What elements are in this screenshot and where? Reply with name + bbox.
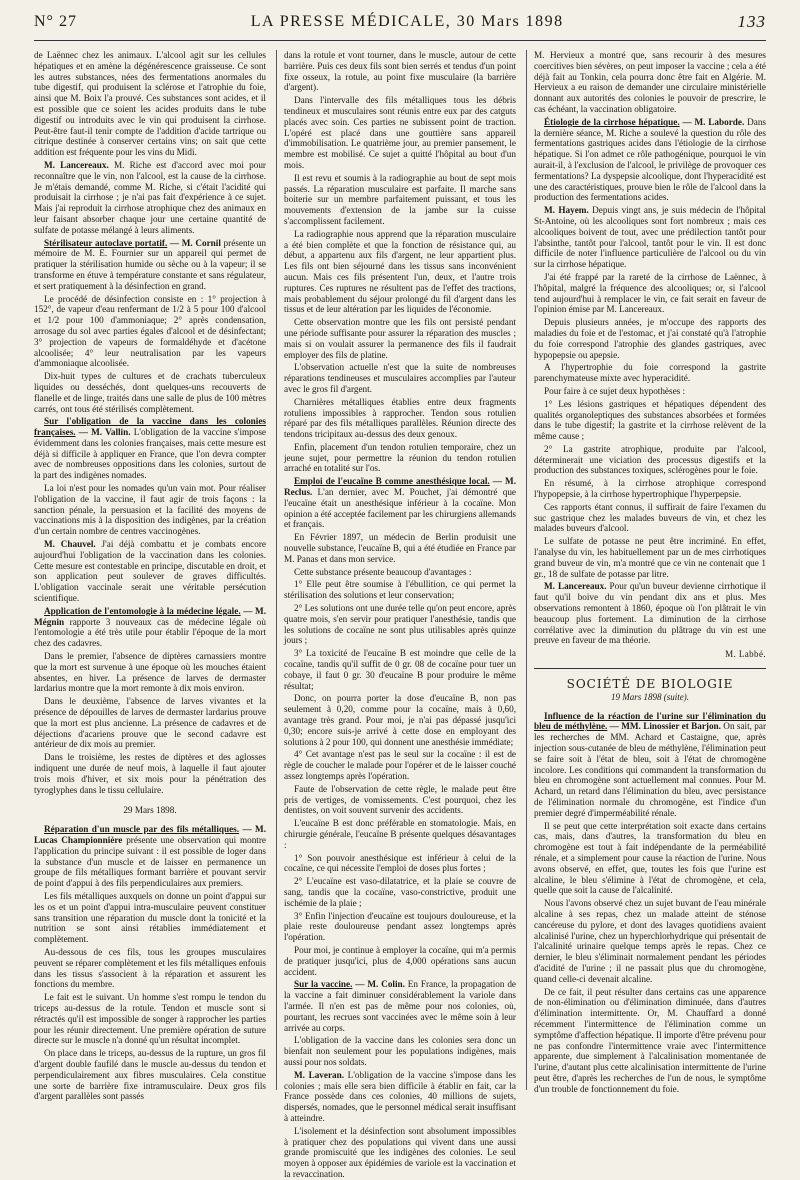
paragraph	[534, 581, 766, 646]
paragraph: Dans le premier, l'absence de diptères carnassiers montre que la mort est survenue à une époque où les mouches étaient absentes, en hiver. La présence de larves de dermaster lardarius montre que la mort remonte à dix mois environ.	[34, 651, 266, 694]
paragraph: Cette substance présente beaucoup d'avantages :	[294, 566, 472, 577]
paragraph	[34, 160, 266, 236]
paragraph: En résumé, à la cirrhose atrophique correspond l'hypopepsie, à la cirrhose hypertrophique l'hyperpepsie.	[534, 478, 766, 500]
page-number: 133	[737, 12, 766, 31]
paragraph: Pour faire à ce sujet deux hypothèses :	[544, 385, 686, 396]
paragraph: A l'hypertrophie du foie correspond la gastrite parenchymateuse mixte avec hyperacidité.	[534, 362, 766, 384]
paragraph: Au-dessous de ces fils, tous les groupes musculaires peuvent se réparer complètement et les fils métalliques enfouis dans les tissus s'associent à la réparation et assurent les fonctions du membre.	[34, 946, 266, 990]
paragraph	[534, 205, 766, 270]
speaker: — M. Reclus.	[284, 476, 516, 498]
column-2	[284, 50, 516, 1179]
paragraph-text: présente une observation qui montre l'application du principe suivant : il est possible de loger dans la substance d'un muscle et de laisser en permanence un groupe de fils métalliques formant barrière et pouvant servir de point d'appui à des fils perpendiculaires aux premiers.	[34, 834, 266, 889]
paragraph: 3° Enfin l'injection d'eucaïne est toujours douloureuse, et la plaie reste douloureuse pendant assez longtemps après l'opération.	[284, 910, 516, 943]
paragraph: J'ai été frappé par la rareté de la cirrhose de Laënnec, à l'hôpital, malgré la fréquence des alcooliques; or, si l'alcool tend aujourd'hui à remplacer le vin, ce fait serait en faveur de l'opinion émise par M. Lancereaux.	[534, 271, 766, 315]
paragraph-text: présente un mémoire de M. E. Fournier sur un appareil qui permet de pratiquer la stérilisation humide ou sèche ou à la vapeur; il se transforme en étuve à température constante et sans régulateur, et sert pratiquement à la désinfection en grand.	[34, 237, 267, 291]
signature: M. Labbé.	[725, 649, 766, 660]
paragraph: Dans le troisième, les restes de diptères et des aglosses indiquent une durée de neuf mois, à laquelle il faut ajouter trois mois d'hiver, et six mois pour la pénétration des tyroglyphes dans le tissu cellulaire.	[34, 752, 266, 795]
paragraph: On place dans le triceps, au-dessus de la rupture, un gros fil d'argent double faufilé dans le muscle au-dessus du tendon et perpendiculairement aux fibres musculaires. Cela constitue une sorte de barrière fixe intramusculaire. Deux gros fils d'argent parallèles sont passés	[34, 1048, 266, 1102]
paragraph-text: L'an dernier, avec M. Pouchet, j'ai démontré que l'eucaïne était un anesthésique inférieur à la cocaïne. Mon opinion a été acceptée facilement par les chirurgiens allemands et français.	[284, 487, 516, 530]
speaker: M. Chauvel.	[44, 539, 96, 550]
paragraph: En Février 1897, un médecin de Berlin produisit une nouvelle substance, l'eucaïne B, qui a été étudiée en France par M. Panas et dans mon service.	[284, 532, 516, 564]
paragraph: M. Hervieux a montré que, sans recourir à des mesures coercitives bien sévères, on peut imposer la vaccine ; cela a été déjà fait au Tonkin, cela pourra donc être fait en Algérie. M. Hervieux a eu raison de demander une circulaire ministérielle donnant aux autorités des colonies le pouvoir de prescrire, le cas échéant, la vaccination obligatoire.	[534, 50, 766, 114]
paragraph-text: Dans la dernière séance, M. Riche a soulevé la question du rôle des fermentations gastriques acides dans l'étiologie de la cirrhose hépatique. Si l'on admet ce rôle pathogénique, pourquoi le vin aurait-il, à l'exclusion de l'alcool, le privilège de provoquer ces fermentations? La dyspepsie alcoolique, dont l'hyperacidité est une des caractéristiques, prouve bien le rôle de l'alcool dans la production des fermentations acides.	[534, 116, 766, 203]
paragraph: De ce fait, il peut résulter dans certains cas une apparence de non-élimination ou d'élimination diminuée, dans d'autres d'élimination intermittente. Or, M. Chauffard a donné récemment l'intermittence de l'élimination comme un symptôme d'affection hépatique. Il importe d'être prévenu pour ne pas confondre l'intermittence vraie avec l'intermittence apparente, due simplement à l'alcalinisation momentanée de l'urine, d'autant plus cette alcalinisation intermittente de l'urine peut être, d'après les recherches de l'un de nous, le symptôme d'un trouble de fonctionnement du foie.	[534, 986, 766, 1094]
paragraph: Pour moi, je continue à employer la cocaïne, qui m'a permis de pratiquer jusqu'ici, plus de 4,000 opérations sans aucun accident.	[284, 944, 516, 977]
speaker: — M. Lucas Championnière	[34, 824, 266, 845]
paragraph-text: L'obligation de la vaccine s'impose évidemment dans les colonies françaises, mais cette mesure est déjà si difficile à appliquer en France, que l'on devra compter avec de nombreuses oppositions dans les colonies, surtout de la part des indigènes nomades.	[34, 427, 266, 481]
speaker: — M. Laborde.	[679, 116, 745, 127]
paragraph: L'observation actuelle n'est que la suite de nombreuses réparations tendineuses et musculaires accomplies par l'auteur avec le gros fil d'argent.	[284, 362, 516, 394]
speaker: — M. Mégnin	[34, 605, 267, 627]
article-heading: Influence de la réaction de l'urine sur l'élimination du bleu de méthylène.	[534, 710, 766, 732]
paragraph: La loi n'est pour les nomades qu'un vain mot. Pour réaliser l'obligation de la vaccine, il faut agir de trois façons : la sanction pénale, la persuasion et la facilité des moyens de vaccinations mis à la disposition des indigènes, par la création d'un certain nombre de centres vaccinogènes.	[34, 483, 266, 537]
paragraph: 2° La gastrite atrophique, produite par l'alcool, déterminerait une viciation des processus digestifs et la production des substances toxiques, sclérogènes pour le foie.	[534, 443, 766, 476]
paragraph: Il se peut que cette interprétation soit exacte dans certains cas, mais, dans d'autres, la transformation du bleu en chromogène est tout à fait indépendante de la perméabilité rénale, et a simplement pour cause la réaction de l'urine. Nous avons observé, en effet, que, toutes les fois que l'urine est alcaline, le bleu s'élimine à l'état de chromogène, et cela, quelle que soit la cause de l'alcalinité.	[534, 820, 766, 896]
speaker: M. Lancereaux.	[44, 159, 109, 170]
article-heading: Emploi de l'eucaïne B comme anesthésique local.	[294, 476, 490, 487]
column-1	[34, 50, 267, 1102]
paragraph-text: On sait, par les recherches de MM. Achard et Castaigne, que, après injection sous-cutanée de bleu de méthylène, l'élimination peut se faire soit à l'état de bleu, soit à l'état de chromogène incolore. Les conditions qui commandent la transformation du bleu en chromogène sont actuellement mal connues. Pour M. Achard, un retard dans l'élimination du bleu, avec persistance de l'élimination normale du chromogène, est l'indice d'un premier degré d'imperméabilité rénale.	[534, 721, 767, 818]
paragraph: Il est revu et soumis à la radiographie au bout de sept mois passés. La réparation musculaire est parfaite. Il marche sans boiterie sur un membre parfaitement puissant, et tous les mouvements d'extension de la jambe sur la cuisse s'accomplissent facilement.	[284, 172, 516, 226]
paragraph	[34, 416, 266, 481]
header-rule	[34, 40, 766, 41]
journal-title: LA PRESSE MÉDICALE, 30 Mars 1898	[250, 13, 564, 30]
paragraph: de Laënnec chez les animaux. L'alcool agit sur les cellules hépatiques et en amène la dégénérescence graisseuse. Ce sont les autres substances, nées des fermentations anormales du tube digestif, qui produisent la sclérose et l'atrophie du foie, ainsi que M. Boix l'a prouvé. Ces substances sont acides, et il est possible que ce soient les acides produits dans le tube digestif ou introduits avec le vin qui produisent la cirrhose. Peut-être faut-il tenir compte de l'addition d'acide tartrique ou citrique destinée à conserver certains vins; on sait que cette addition est fréquente pour les vins du Midi.	[34, 50, 266, 158]
paragraph: Ces rapports étant connus, il suffirait de faire l'examen du suc gastrique chez les malades buveurs de vin, et chez les malades buveurs d'alcool.	[534, 501, 766, 534]
paragraph: L'isolement et la désinfection sont absolument impossibles à pratiquer chez des populations qui vivent dans une aussi grande promiscuité que les indigènes des colonies. Le seul moyen à opposer aux épidémies de variole est la vaccination et la revaccination.	[284, 1125, 516, 1179]
paragraph	[284, 476, 516, 530]
paragraph: Nous l'avons observé chez un sujet buvant de l'eau minérale alcaline à ses repas, chez un malade atteint de sténose cancéreuse du pylore, et dont des lavages quotidiens avaient alcalinisé l'urine, chez un hyperchlorhydrique qui présentait de l'alcalinité urinaire quelque temps après le repas. Chez ce dernier, le bleu s'éliminait normalement pendant les périodes d'acidité de l'urine ; il ne passait plus que du chromogène, quand celle-ci devenait alcaline.	[534, 898, 766, 984]
paragraph: 2° L'eucaïne est vaso-dilatatrice, et la plaie se couvre de sang, tandis que la cocaïne, vaso-constrictive, produit une ischémie de la plaie ;	[284, 876, 516, 908]
paragraph: Les fils métalliques auxquels on donne un point d'appui sur les os et un point d'appui intra-musculaire peuvent constituer sans transition une réparation du muscle dont la tonicité et la nutrition se sont ainsi rétablies immédiatement et complètement.	[34, 890, 266, 945]
paragraph: Le sulfate de potasse ne peut être incriminé. En effet, l'analyse du vin, les habituellement par un de mes cirrhotiques grand buveur de vin, m'a montré que ce vin ne contenait que 1 gr., 18 de sulfate de potasse par litre.	[534, 536, 766, 579]
column-3	[534, 50, 767, 1094]
paragraph-text: Pour qu'un buveur devienne cirrhotique il faut qu'il boive du vin pendant dix ans et plus. Mes observations remontent à 1860, époque où l'on plâtrait le vin beaucoup plus fortement. La diminution de la cirrhose corrélative avec la diminution du plâtrage du vin est une preuve en faveur de ma théorie.	[534, 581, 766, 646]
speaker: M. Laveran.	[294, 1069, 345, 1080]
paragraph	[284, 1070, 516, 1124]
paragraph	[34, 238, 266, 292]
paragraph: Dans le deuxième, l'absence de larves vivantes et la présence de dépouilles de larves de dermaster lardarius prouve que la mort est plus ancienne. La présence de cadavres et de déjections d'acariens prouve que le second cadavre est antérieur de dix mois au premier.	[34, 696, 266, 750]
paragraph-text: Depuis vingt ans, je suis médecin de l'hôpital St-Antoine, où les alcooliques sont fort nombreux ; mais ces alcooliques boivent de tout, avec une prédilection tantôt pour l'absinthe, tantôt pour l'alcool, tantôt pour le vin. Il est donc difficile de noter l'influence particulière de l'alcool ou du vin sur la cirrhose hépatique.	[534, 205, 766, 270]
paragraph: Donc, on pourra porter la dose d'eucaïne B, non pas seulement à 0,20, comme pour la cocaïne, mais à 0,60, avantage très grand. Pour moi, je n'ai pas dépassé jusqu'ici 0,30; encore suis-je arrivé à cette dose en employant des solutions à 2 pour 100, qui donnent une anesthésie immédiate;	[284, 693, 516, 747]
paragraph: Dix-huit types de cultures et de crachats tuberculeux liquides ou desséchés, dont quelques-uns recouverts de flanelle et de linge, traités dans une salle de plus de 100 mètres carrés, ont tous été stérilisés complètement.	[34, 371, 266, 414]
section-title: SOCIÉTÉ DE BIOLOGIE	[534, 668, 766, 690]
paragraph	[34, 824, 266, 889]
speaker: — M. Cornil	[167, 237, 221, 248]
paragraph: La radiographie nous apprend que la réparation musculaire a été bien complète et que la fonction de résistance qui, au début, a appartenu aux fils d'argent, ne leur appartient plus. Les fils ont bien séjourné dans les tissus sans inconvénient aucun. Mais ces fils présentent l'un, deux, et l'autre trois ruptures. Ces ruptures ne résultent pas de l'effet des tractions, mais probablement du séjour prolongé du fil d'argent dans les tissus et de leur altération par les liquides de l'économie.	[284, 228, 516, 315]
section-date: 19 Mars 1898 (suite).	[611, 691, 689, 702]
paragraph-text: rapporte 3 nouveaux cas de médecine légale où l'entomologie a été très utile pour établir l'époque de la mort chez des cadavres.	[34, 616, 266, 649]
paragraph: Charnières métalliques établies entre deux fragments rotuliens impossibles à rapprocher. Tendon sous rotulien réparé par des fils métalliques parallèles. Réunion directe des tendons tricipitaux au-dessus des deux genoux.	[284, 396, 516, 440]
article-heading: Étiologie de la cirrhose hépatique.	[544, 116, 680, 127]
paragraph: 1° Son pouvoir anesthésique est inférieur à celui de la cocaïne, ce qui nécessite l'emploi de doses plus fortes ;	[284, 852, 516, 874]
article-heading: Stérilisateur autoclave portatif.	[44, 237, 168, 248]
speaker: — M. Vallin.	[75, 427, 131, 438]
article-heading: Application de l'entomologie à la médecine légale.	[44, 605, 241, 616]
paragraph-text: M. Riche est d'accord avec moi pour reconnaître que le vin, non l'alcool, est la cause de la cirrhose. Je m'étais demandé, comme M. Riche, si c'était l'acidité qui produisait la cirrhose ; je n'ai pas fait d'expérience à ce sujet. Mais j'ai reproduit la cirrhose atrophique chez des animaux en leur faisant absorber chaque jour une certaine quantité de sulfate de potasse mélangé à leurs aliments.	[34, 159, 266, 235]
paragraph: 2° Les solutions ont une durée telle qu'on peut encore, après quatre mois, s'en servir pour pratiquer l'anesthésie, tandis que les solutions de cocaïne ne sont plus utilisables après quinze jours ;	[284, 603, 516, 646]
article-heading: Réparation d'un muscle par des fils métalliques.	[44, 824, 240, 835]
paragraph-text: L'obligation de la vaccine s'impose dans les colonies ; mais elle sera bien difficile à établir en fait, car la France possède dans ces colonies, 40 millions de sujets, dispersés, nomades, que le personnel médical serait insuffisant à atteindre.	[284, 1069, 516, 1123]
paragraph: Le procédé de désinfection consiste en : 1° projection à 152°, de vapeur d'eau renfermant de 1/2 à 5 pour 100 d'alcool et 1/2 pour 100 d'ammoniaque; 2° après condensation, arrosage du sol avec parties égales d'alcool et de désinfectant; 3° projection de vapeurs de formaldéhyde et d'acétone alcoolisée; 4° leur neutralisation par les vapeurs d'ammoniaque alcoolisée.	[34, 293, 266, 369]
paragraph: Dans l'intervalle des fils métalliques tous les débris tendineux et musculaires sont réunis entre eux par des catguts placés avec soin. Ces parties ne subissent point de traction. L'opéré est placé dans une gouttière sans appareil d'immobilisation. Le quatrième jour, au premier pansement, le membre est mobilisé. Ce sujet a quitté l'hôpital au bout d'un mois.	[284, 95, 516, 170]
paragraph: 1° Elle peut être soumise à l'ébullition, ce qui permet la stérilisation des solutions et leur conservation;	[284, 579, 516, 601]
paragraph	[284, 979, 516, 1033]
speaker: M. Lancereaux.	[544, 581, 607, 592]
paragraph: 3° La toxicité de l'eucaïne B est moindre que celle de la cocaïne, tandis qu'il suffit de 0 gr. 08 de cocaïne pour tuer un cobaye, il faut 0 gr. 30 d'eucaïne B pour produire le même résultat;	[284, 648, 516, 691]
article-heading: Sur l'obligation de la vaccine dans les colonies françaises.	[34, 416, 266, 438]
article-heading: Sur la vaccine.	[294, 979, 353, 990]
paragraph-text: J'ai déjà combattu et je combats encore aujourd'hui l'obligation de la vaccination dans les colonies. Cette mesure est contestable en principe, discutable en droit, et son application peut soulever de graves difficultés. L'obligation vaccinale serait une véritable persécution scientifique.	[34, 539, 266, 604]
paragraph: L'obligation de la vaccine dans les colonies sera donc un bienfait non seulement pour les populations indigènes, mais aussi pour nos soldats.	[284, 1035, 516, 1067]
paragraph-text: En France, la propagation de la vaccine a fait diminuer considérablement la variole dans l'armée. Il n'en est pas de même pour nos colonies, où, pourtant, les recrues sont vaccinées avec le même soin à leur arrivée au corps.	[284, 979, 516, 1033]
paragraph: Le fait est le suivant. Un homme s'est rompu le tendon du triceps au-dessus de la rotule. Tendon et muscle sont si rétractés qu'il est impossible de songer à rapprocher les parties pour les réunir directement. Une première opération de suture directe sur le muscle n'a donné qu'un résultat incomplet.	[34, 992, 266, 1046]
paragraph: dans la rotule et vont tourner, dans le muscle, autour de cette barrière. Puis ces deux fils sont bien serrés et tendus d'un point fixe osseux, la rotule, au point fixe musculaire (la barrière d'argent).	[284, 50, 516, 93]
page-header	[34, 10, 766, 34]
paragraph	[534, 117, 766, 203]
speaker: M. Hayem.	[544, 205, 589, 216]
column-divider	[526, 50, 527, 1090]
paragraph: Faute de l'observation de cette règle, le malade peut être pris de vertiges, de vomissements. C'est pourquoi, chez les dentistes, on voit souvent survenir des accidents.	[284, 783, 516, 816]
paragraph	[34, 606, 266, 649]
paragraph: Cette observation montre que les fils ont persisté pendant une période suffisante pour assurer la réparation des muscles ; mais si on voulait assurer la permanence des fils il faudrait employer des fils de platine.	[284, 317, 516, 360]
paragraph: 4° Cet avantage n'est pas le seul sur la cocaïne : il est de règle de coucher le malade pour l'opérer et de le laisser couché assez longtemps après l'opération.	[284, 749, 516, 781]
paragraph: Enfin, placement d'un tendon rotulien temporaire, chez un jeune sujet, pour permettre la réunion du tendon rotulien arraché en totalité sur l'os.	[284, 441, 516, 474]
paragraph	[534, 711, 766, 819]
issue-number: N° 27	[34, 13, 77, 30]
paragraph: Depuis plusieurs années, je m'occupe des rapports des maladies du foie et de l'estomac, et j'ai constaté qu'à l'atrophie du foie correspond l'atrophie des glandes gastriques, avec hypopepsie ou apepsie.	[534, 317, 766, 360]
paragraph	[34, 539, 266, 604]
speaker: — MM. Linossier et Barjon.	[607, 721, 721, 732]
column-divider	[276, 50, 277, 1090]
session-date: 29 Mars 1898.	[123, 805, 177, 816]
speaker: — M. Colin.	[352, 979, 405, 990]
paragraph: 1° Les lésions gastriques et hépatiques dépendent des qualités organoleptiques des substances absorbées et formées dans le tube digestif; la gastrite et la cirrhose relèvent de la même cause ;	[534, 398, 766, 442]
paragraph: L'eucaïne B est donc préférable en stomatologie. Mais, en chirurgie générale, l'eucaïne B présente quelques désavantages :	[284, 818, 516, 850]
